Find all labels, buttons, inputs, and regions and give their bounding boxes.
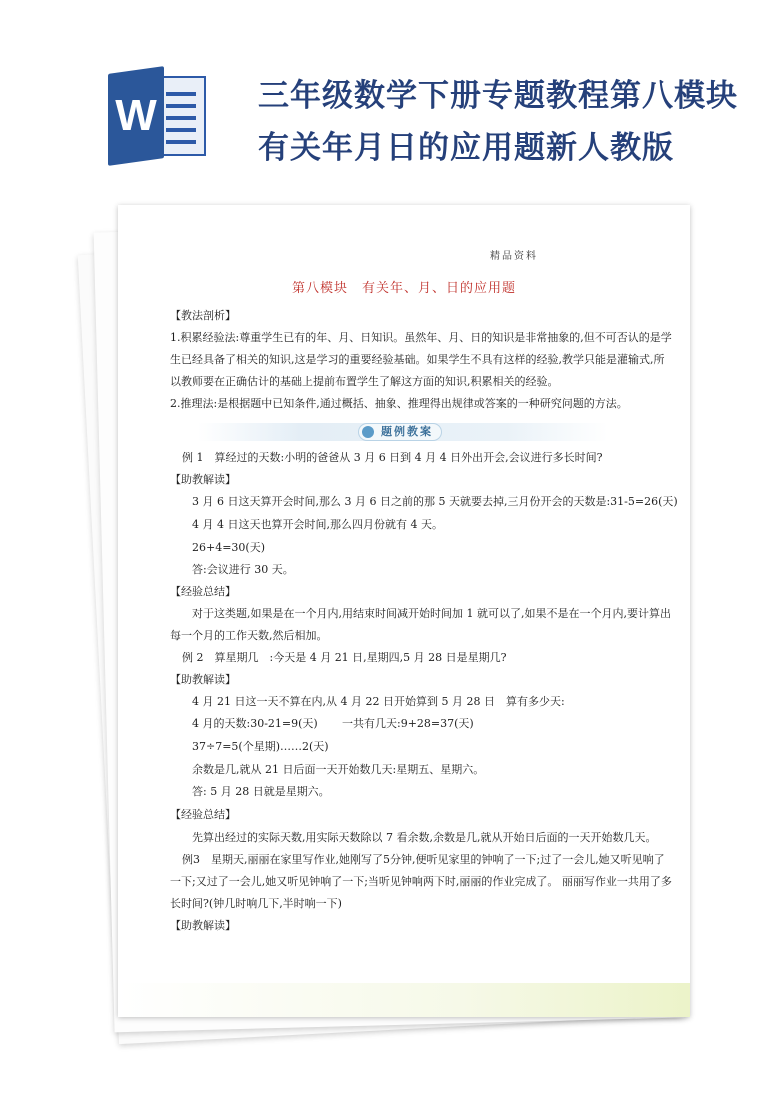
formula-line: 4 月的天数:30-21=9(天) bbox=[192, 717, 318, 730]
formula-line: 37÷7=5(个星期)……2(天) bbox=[192, 740, 329, 753]
paragraph-line: 余数是几,就从 21 日后面一天开始数几天:星期五、星期六。 bbox=[192, 763, 485, 776]
banner-label: 题例教案 bbox=[381, 425, 433, 438]
section-heading: 【教法剖析】 bbox=[170, 309, 236, 322]
banner-icon bbox=[362, 426, 374, 438]
section-heading: 【经验总结】 bbox=[170, 808, 236, 821]
page-footer-band bbox=[118, 983, 690, 1017]
paragraph-line: 4 月 21 日这一天不算在内,从 4 月 22 日开始算到 5 月 28 日 算有多少天: bbox=[192, 695, 565, 708]
formula-line: 一共有几天:9+28=37(天) bbox=[342, 717, 474, 730]
section-heading: 【助教解读】 bbox=[170, 473, 236, 486]
paragraph-line: 一下;又过了一会儿,她又听见钟响了一下;当听见钟响两下时,丽丽的作业完成了。 丽丽写作业一共用了多 bbox=[170, 875, 672, 888]
doc-title: 第八模块 有关年、月、日的应用题 bbox=[291, 281, 516, 296]
example-question: 例3 星期天,丽丽在家里写作业,她刚写了5分钟,便听见家里的钟响了一下;过了一会儿,她又听见响了 bbox=[182, 853, 665, 866]
section-heading: 【助教解读】 bbox=[170, 673, 236, 686]
paragraph-line: 3 月 6 日这天算开会时间,那么 3 月 6 日之前的那 5 天就要去掉,三月份开会的天数是:31-5=26(天) bbox=[192, 495, 678, 508]
page-title: 三年级数学下册专题教程第八模块有关年月日的应用题新人教版 bbox=[258, 78, 738, 166]
paragraph-line: 生已经具备了相关的知识,这是学习的重要经验基础。如果学生不具有这样的经验,教学只能是灌输式,所 bbox=[170, 353, 665, 366]
word-logo-letter: W bbox=[115, 91, 157, 140]
banner-badge bbox=[358, 423, 442, 441]
example-banner bbox=[198, 423, 608, 441]
paragraph-line: 对于这类题,如果是在一个月内,用结束时间减开始时间加 1 就可以了,如果不是在一个月内,要计算出 bbox=[192, 607, 671, 620]
paragraph-line: 2.推理法:是根据题中已知条件,通过概括、抽象、推理得出规律或答案的一种研究问题的方法。 bbox=[170, 397, 628, 410]
word-app-icon bbox=[108, 70, 208, 162]
formula-line: 26+4=30(天) bbox=[192, 541, 266, 554]
section-heading: 【经验总结】 bbox=[170, 585, 236, 598]
example-question: 例 1 算经过的天数:小明的爸爸从 3 月 6 日到 4 月 4 日外出开会,会议进行多长时间? bbox=[182, 451, 603, 464]
paragraph-line: 以教师要在正确估计的基础上提前布置学生了解这方面的知识,积累相关的经验。 bbox=[170, 375, 559, 388]
paragraph-line: 1.积累经验法:尊重学生已有的年、月、日知识。虽然年、月、日的知识是非常抽象的,但不可否认的是学 bbox=[170, 331, 672, 344]
paragraph-line: 先算出经过的实际天数,用实际天数除以 7 看余数,余数是几,就从开始日后面的一天开始数几天。 bbox=[192, 831, 657, 844]
answer-line: 答: 5 月 28 日就是星期六。 bbox=[192, 785, 330, 798]
doc-header: 精品资料 bbox=[490, 251, 538, 262]
answer-line: 答:会议进行 30 天。 bbox=[192, 563, 294, 576]
section-heading: 【助教解读】 bbox=[170, 919, 236, 932]
paragraph-line: 4 月 4 日这天也算开会时间,那么四月份就有 4 天。 bbox=[192, 518, 443, 531]
paragraph-line: 每一个月的工作天数,然后相加。 bbox=[170, 629, 328, 642]
example-question: 例 2 算星期几 :今天是 4 月 21 日,星期四,5 月 28 日是星期几? bbox=[182, 651, 507, 664]
document-page[interactable] bbox=[118, 205, 690, 1017]
paragraph-line: 长时间?(钟几时响几下,半时响一下) bbox=[170, 897, 342, 910]
